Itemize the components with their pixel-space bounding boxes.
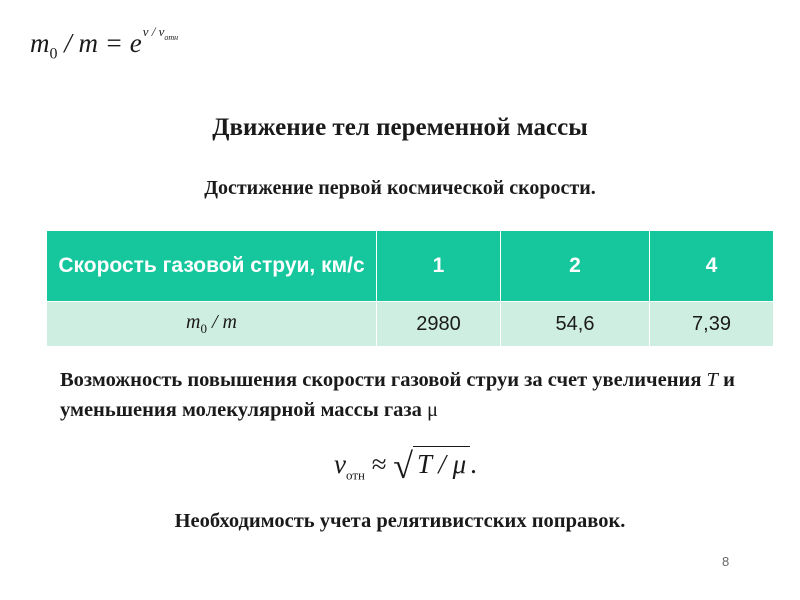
- slide-conclusion: Необходимость учета релятивистских поправок.: [174, 510, 626, 532]
- table-row: [47, 302, 774, 347]
- table-row-label: $m_0$ / m: [47, 302, 377, 347]
- slide-subtitle: Достижение первой космической скорости.: [204, 177, 596, 199]
- table-cell: 54,6: [501, 302, 650, 347]
- slide-title: Движение тел переменной массы: [212, 114, 588, 141]
- table-header-label: Скорость газовой струи, км/с: [47, 231, 377, 302]
- table-header-cell: 2: [501, 231, 650, 302]
- paragraph-gas-jet: Возможность повышения скорости газовой струи за счет увеличения T и уменьшения молекулярной массы газа μ: [60, 369, 735, 421]
- table-header-cell: 1: [377, 231, 501, 302]
- formula-relative-velocity: $v_{отн}$ ≈ √ T / μ .: [334, 440, 477, 483]
- formula-m0: $m_0$: [30, 28, 58, 63]
- table-header-row: [47, 231, 774, 302]
- page-number: 8: [722, 554, 730, 569]
- velocity-table: [46, 230, 774, 347]
- table-header-cell: 4: [650, 231, 774, 302]
- table-cell: 7,39: [650, 302, 774, 347]
- formula-mass-ratio: $m_0 / m = e^{v / vотн}$: [30, 24, 179, 63]
- table-cell: 2980: [377, 302, 501, 347]
- formula-exponent: v / v: [142, 24, 165, 39]
- sqrt-radical: √ T / μ: [393, 440, 470, 482]
